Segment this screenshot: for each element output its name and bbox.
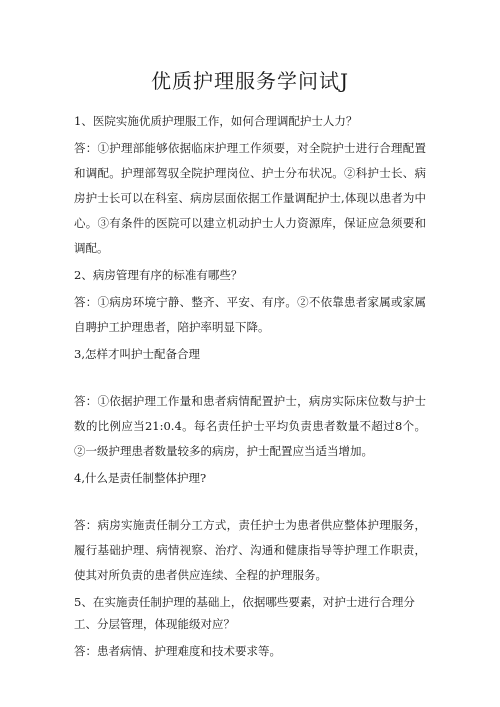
question-2: 2、病房管理有序的标准有哪些？	[74, 268, 243, 282]
answer-1: 答：①护理部能够依据临床护理工作须要，对全院护士进行合理配置和调配。护理部驾驭全院护理岗位、护士分布状况。②科护士长、病房护士长可以在科室、病房层面依据工作量调配护士,体现以患者为中心。③有条件的医院可以建立机动护士人力资源库，保证应急须要和调配。	[74, 141, 426, 255]
answer-2: 答：①病房环境宁静、整齐、平安、有序。②不依靠患者家属或家属自聘护工护理患者，陪护率明显下降。	[74, 295, 426, 334]
answer-3: 答：①依据护理工作量和患者病情配置护士，病房实际床位数与护士数的比例应当21:0.4。每名责任护士平均负责患者数量不超过8个。②一级护理患者数量较多的病房，护士配置应当适当增加。	[74, 394, 426, 458]
question-3: 3,怎样才叫护士配备合理	[74, 347, 200, 361]
question-5: 5、在实施责任制护理的基础上，依据哪些要素，对护士进行合理分工、分层管理，体现能级对应？	[74, 595, 415, 631]
question-4: 4,什么是责任制整体护理?	[74, 471, 207, 485]
answer-5: 答：患者病情、护理难度和技术要求等。	[74, 644, 281, 658]
answer-4: 答：病房实施责任制分工方式，责任护士为患者供应整体护理服务，履行基础护理、病情视察、治疗、沟通和健康指导等护理工作职责，使其对所负责的患者供应连续、全程的护理服务。	[74, 518, 426, 582]
question-1: 1、医院实施优质护理服工作，如何合理调配护士人力？	[74, 114, 358, 128]
document-title: 优质护理服务学问试J	[150, 69, 350, 93]
